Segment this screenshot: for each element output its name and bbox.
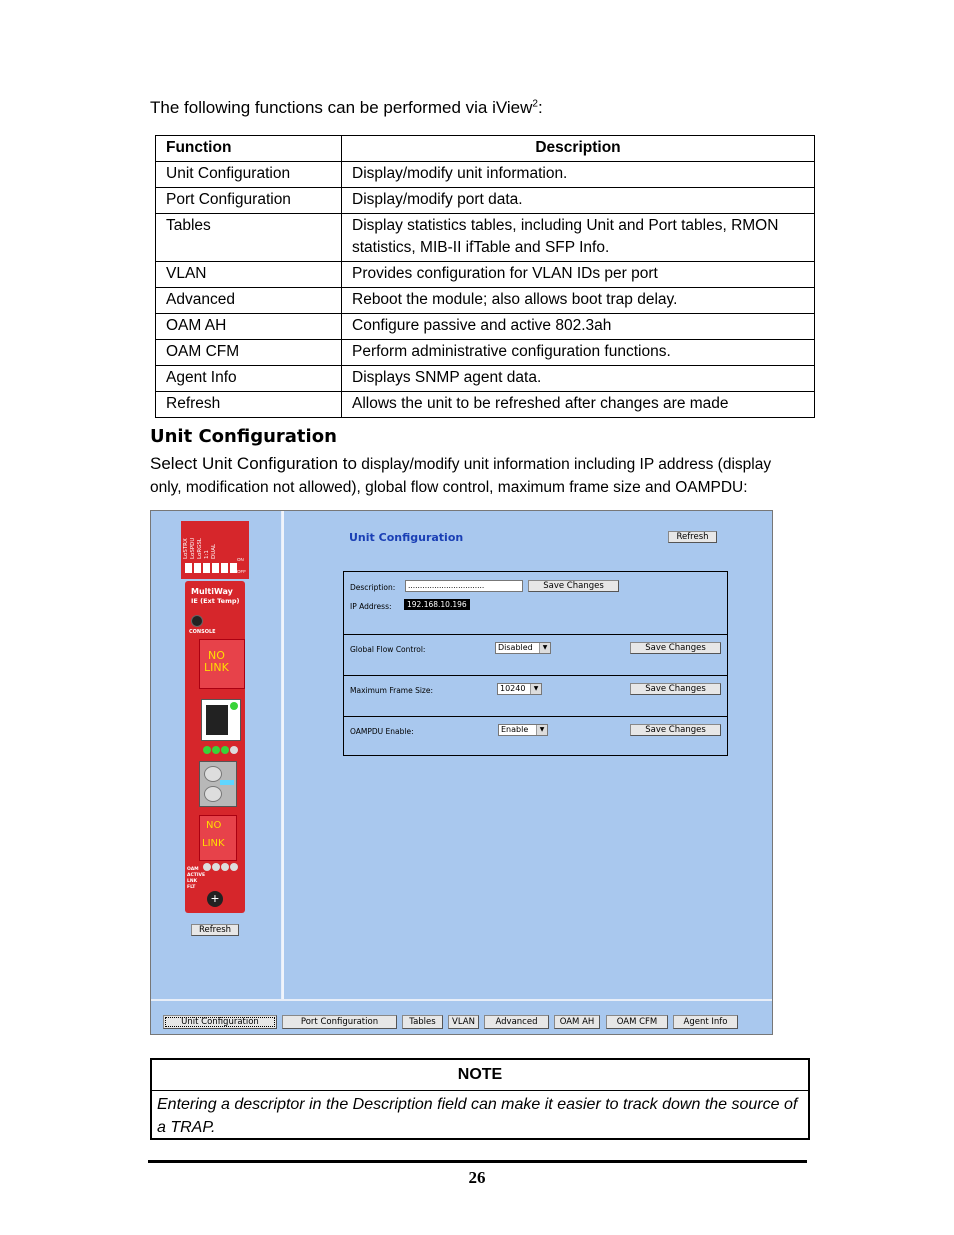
tab-vlan[interactable]: VLAN [448, 1015, 479, 1029]
led-icon [203, 746, 211, 754]
tab-agent-info[interactable]: Agent Info [673, 1015, 738, 1029]
sfp-b-status [199, 815, 237, 861]
table-header-row [156, 136, 815, 162]
description-label: Description: [350, 583, 396, 592]
section-paragraph [150, 452, 800, 499]
save-flow-button[interactable]: Save Changes [630, 642, 721, 654]
description-cell: Displays SNMP agent data. [342, 366, 815, 392]
table-row [156, 214, 815, 262]
page-number: 26 [468, 1168, 486, 1187]
tab-oam-ah[interactable]: OAM AH [554, 1015, 600, 1029]
function-table [155, 135, 815, 418]
table-row [156, 340, 815, 366]
tab-bar [151, 999, 773, 1035]
dip-switch [230, 563, 237, 573]
dropdown-arrow-icon: ▼ [530, 684, 541, 694]
port1-status [199, 639, 245, 689]
flow-control-section [344, 635, 727, 676]
table-row [156, 366, 815, 392]
flow-control-select[interactable]: Disabled ▼ [495, 642, 551, 654]
flow-label: Global Flow Control: [350, 645, 426, 654]
save-frame-button[interactable]: Save Changes [630, 683, 721, 695]
table-row [156, 188, 815, 214]
screw-icon: + [207, 891, 223, 907]
iview-screenshot [150, 510, 773, 1035]
function-cell: Tables [156, 214, 342, 262]
description-cell: Display/modify unit information. [342, 162, 815, 188]
function-cell: Port Configuration [156, 188, 342, 214]
dip-labels: LoSTRX LoSPDU LoRGSL 1:1 DUAL [183, 537, 217, 559]
dropdown-arrow-icon: ▼ [536, 725, 547, 735]
dip-off-label: OFF [237, 569, 246, 574]
description-cell: Display/modify port data. [342, 188, 815, 214]
sfp-no-label: NO [206, 820, 222, 831]
link-label: LINK [204, 661, 229, 674]
module-card [185, 581, 245, 913]
table-row [156, 314, 815, 340]
function-cell: Refresh [156, 392, 342, 418]
description-cell: Configure passive and active 802.3ah [342, 314, 815, 340]
description-cell: Allows the unit to be refreshed after changes are made [342, 392, 815, 418]
function-cell: OAM AH [156, 314, 342, 340]
sfp-a-port-icon [199, 761, 237, 807]
paragraph-lead: Select Unit Configuration to [150, 454, 357, 473]
panel-title: Unit Configuration [349, 531, 464, 544]
led-icon [212, 746, 220, 754]
table-row [156, 392, 815, 418]
function-cell: Unit Configuration [156, 162, 342, 188]
pane-divider [282, 511, 284, 999]
function-cell: Advanced [156, 288, 342, 314]
module-pane [151, 511, 283, 999]
dip-switch [203, 563, 210, 573]
table-row [156, 288, 815, 314]
console-port-icon [191, 615, 203, 627]
function-cell: Agent Info [156, 366, 342, 392]
frame-label: Maximum Frame Size: [350, 686, 434, 695]
dip-switch [194, 563, 201, 573]
dip-switch [185, 563, 192, 573]
section-heading: Unit Configuration [150, 426, 337, 447]
description-cell: Reboot the module; also allows boot trap delay. [342, 288, 815, 314]
footer-rule [148, 1160, 807, 1163]
function-cell: OAM CFM [156, 340, 342, 366]
tab-oam-cfm[interactable]: OAM CFM [606, 1015, 668, 1029]
dip-on-label: ON [237, 557, 244, 562]
sfp-link-label: LINK [202, 838, 225, 849]
tab-advanced[interactable]: Advanced [484, 1015, 549, 1029]
description-section [344, 572, 727, 635]
oampdu-select[interactable]: Enable ▼ [498, 724, 548, 736]
frame-size-select[interactable]: 10240 ▼ [497, 683, 542, 695]
oam-labels: OAM ACTIVE LNK FLT [187, 867, 206, 890]
dip-switch [212, 563, 219, 573]
note-body: Entering a descriptor in the Description field can make it easier to track down the source of a TRAP. [157, 1096, 798, 1136]
table-row [156, 162, 815, 188]
led-icon [230, 746, 238, 754]
unit-config-form [343, 571, 728, 756]
tab-tables[interactable]: Tables [402, 1015, 443, 1029]
no-label: NO [208, 649, 225, 662]
dropdown-arrow-icon: ▼ [539, 643, 550, 653]
module-model: IE (Ext Temp) [191, 597, 240, 605]
dip-switch [221, 563, 228, 573]
console-label: CONSOLE [189, 629, 216, 635]
refresh-button[interactable]: Refresh [668, 531, 717, 543]
header-function: Function [156, 136, 342, 162]
oampdu-section [344, 717, 727, 755]
description-cell: Perform administrative configuration functions. [342, 340, 815, 366]
intro-sentence: The following functions can be performed via iView$^2$: [150, 98, 543, 117]
header-description: Description [342, 136, 815, 162]
rj45-port-icon [201, 699, 241, 741]
description-cell: Provides configuration for VLAN IDs per port [342, 262, 815, 288]
tab-port-configuration[interactable]: Port Configuration [282, 1015, 397, 1029]
led-icon [221, 863, 229, 871]
frame-size-section [344, 676, 727, 717]
dip-switch-block [181, 521, 249, 579]
paragraph-body: display/modify unit information including IP address (display only, modification not allowed), global flow control, maximum frame size and OAMPDU: [150, 456, 772, 496]
tab-unit-configuration[interactable]: Unit Configuration [163, 1015, 277, 1029]
save-oampdu-button[interactable]: Save Changes [630, 724, 721, 736]
oampdu-label: OAMPDU Enable: [350, 727, 414, 736]
description-cell: Display statistics tables, including Unit and Port tables, RMON statistics, MIB-II ifTable and SFP Info. [342, 214, 815, 262]
note-box [150, 1058, 810, 1140]
led-icon [230, 863, 238, 871]
save-description-button[interactable]: Save Changes [528, 580, 619, 592]
ip-value: 192.168.10.196 [404, 599, 470, 610]
note-heading: NOTE [152, 1060, 808, 1091]
table-row [156, 262, 815, 288]
function-cell: VLAN [156, 262, 342, 288]
led-icon [221, 746, 229, 754]
led-icon [212, 863, 220, 871]
ip-label: IP Address: [350, 602, 392, 611]
module-refresh-button[interactable]: Refresh [191, 924, 239, 936]
description-input[interactable]: ................................ [405, 580, 523, 592]
module-brand: MultiWay [191, 587, 233, 596]
